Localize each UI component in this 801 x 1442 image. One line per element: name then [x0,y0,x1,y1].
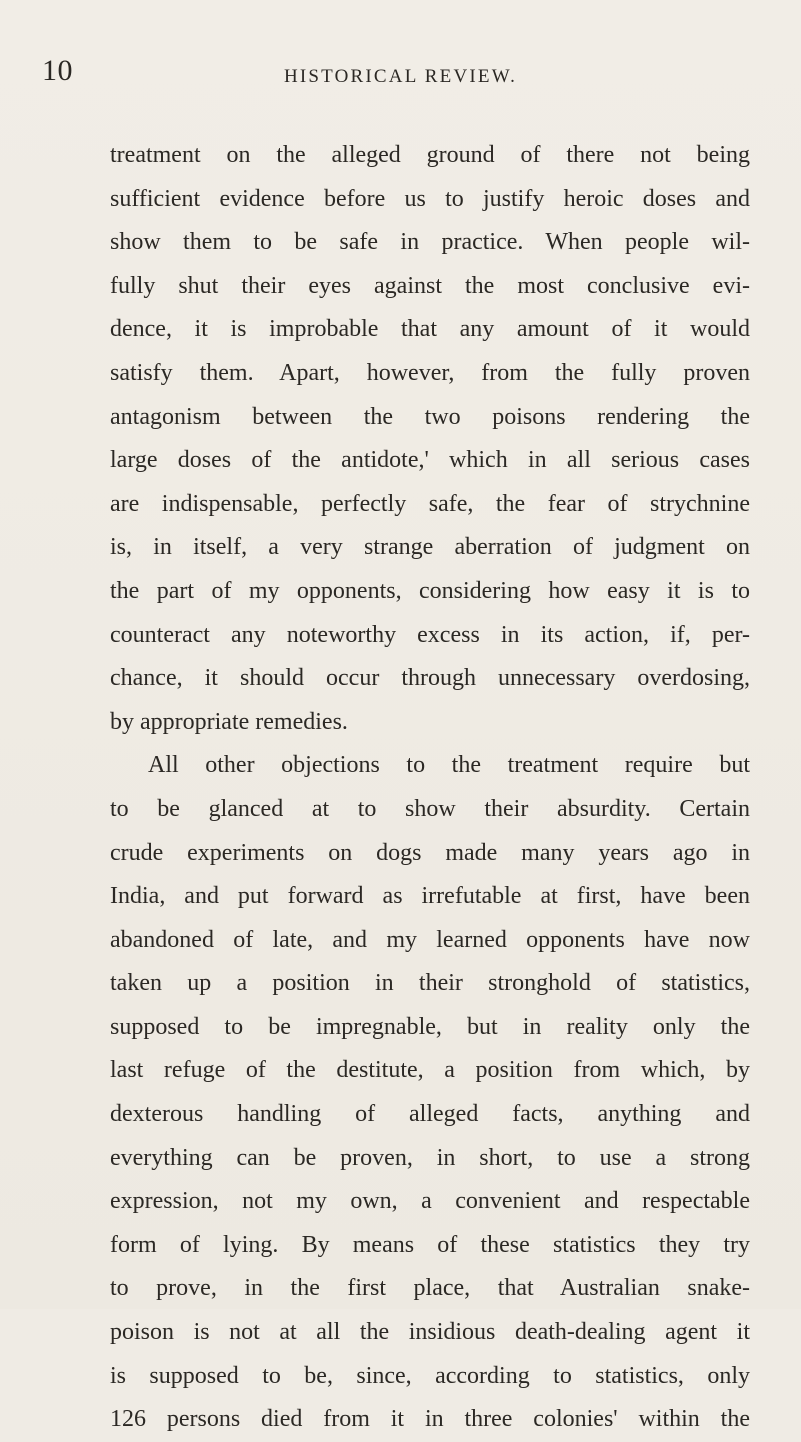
text-line: dexterous handling of alleged facts, anything and [110,1101,750,1128]
text-line: sufficient evidence before us to justify heroic doses and [110,185,750,212]
text-line: satisfy them. Apart, however, from the fully proven [110,359,750,386]
text-line: everything can be proven, in short, to use a strong [110,1144,750,1171]
text-line: chance, it should occur through unnecessary overdosing, [110,665,750,692]
text-line: India, and put forward as irrefutable at first, have been [110,883,750,910]
text-line: treatment on the alleged ground of there not being [110,142,750,168]
text-line: supposed to be impregnable, but in reality only the [110,1013,750,1040]
page-number: 10 [42,54,73,87]
text-line: the part of my opponents, considering how easy it is to [110,577,750,604]
text-line: crude experiments on dogs made many years ago in [110,839,750,866]
running-title: HISTORICAL REVIEW. [283,66,518,87]
body-text [110,134,750,1442]
text-line: expression, not my own, a convenient and respectable [110,1188,750,1215]
text-line: to be glanced at to show their absurdity. Certain [110,795,750,822]
text-line: abandoned of late, and my learned opponents have now [110,926,750,953]
text-line: show them to be safe in practice. When people wil- [110,229,750,256]
text-line: All other objections to the treatment require but [148,752,750,779]
text-line: is, in itself, a very strange aberration of judgment on [110,534,750,561]
text-line: poison is not at all the insidious death-dealing agent it [110,1319,750,1346]
text-line: last refuge of the destitute, a position from which, by [110,1057,750,1084]
text-line: fully shut their eyes against the most conclusive evi- [110,272,750,299]
text-line: is supposed to be, since, according to statistics, only [110,1362,750,1389]
text-line: 126 persons died from it in three colonies' within the [110,1406,750,1433]
text-line: antagonism between the two poisons rendering the [110,403,750,430]
text-line: counteract any noteworthy excess in its action, if, per- [110,621,750,648]
text-line: by appropriate remedies. [110,708,348,735]
text-line: dence, it is improbable that any amount of it would [110,316,750,343]
text-line: large doses of the antidote,' which in all serious cases [110,447,750,474]
text-line: are indispensable, perfectly safe, the fear of strychnine [110,490,750,517]
text-line: to prove, in the first place, that Australian snake- [110,1275,750,1302]
text-line: form of lying. By means of these statistics they try [110,1231,750,1258]
text-line: taken up a position in their stronghold of statistics, [110,970,750,997]
